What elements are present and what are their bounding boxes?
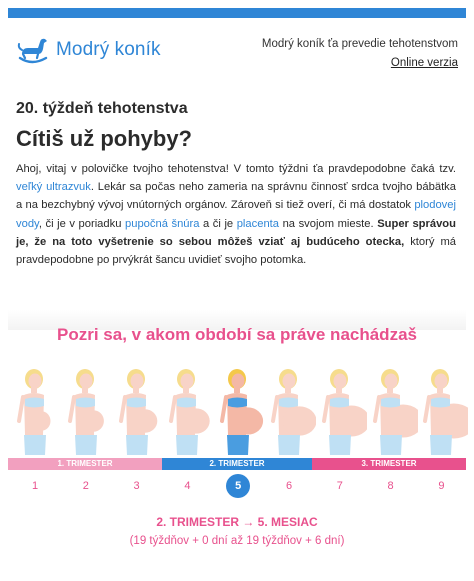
current-period-result: 2. TRIMESTER → 5. MESIAC: [156, 515, 318, 529]
umbilical-cord-link[interactable]: pupočná šnúra: [125, 217, 200, 230]
month-4: 4: [184, 480, 191, 492]
brand-logo[interactable]: [14, 36, 161, 64]
header-tagline: Modrý koník ťa prevedie tehotenstvom: [261, 38, 458, 50]
article-paragraph: [16, 160, 456, 269]
trimester-bar: [8, 458, 466, 470]
pregnancy-figure-month-5: [213, 365, 265, 457]
pregnancy-figure-month-2: [61, 365, 113, 457]
month-1: 1: [31, 480, 39, 492]
brand-name: Modrý koník: [56, 39, 161, 60]
placenta-link[interactable]: placenta: [236, 217, 280, 230]
month-2: 2: [82, 480, 89, 492]
text-segment: Ahoj, vitaj v polovičke tvojho tehotenstva! V tomto týždni ťa pravdepodobne čaká tzv.: [16, 163, 456, 175]
ultrasound-link[interactable]: veľký ultrazvuk: [16, 181, 91, 194]
pregnancy-figure-month-9: [416, 365, 468, 457]
rocking-horse-icon: [14, 36, 50, 64]
article: [16, 100, 456, 269]
pregnancy-figure-month-3: [112, 365, 164, 457]
month-3: 3: [133, 480, 140, 492]
week-label: 20. týždeň tehotenstva: [16, 100, 188, 117]
pregnancy-figure-month-6: [264, 365, 316, 457]
pregnancy-figure-month-8: [366, 365, 418, 457]
pregnancy-figure-month-4: [162, 365, 214, 457]
text-segment: na svojom mieste.: [279, 217, 378, 230]
text-segment: a či je: [199, 217, 237, 230]
text-segment: ktorý má pravdepodobne po prvýkrát šancu uvidieť svojho potomka.: [16, 235, 456, 267]
pregnancy-figure-month-7: [315, 365, 367, 457]
trimester-3: 3. TRIMESTER: [312, 458, 466, 470]
month-7: 7: [336, 480, 343, 492]
text-segment: , či je v poriadku: [38, 217, 125, 230]
pregnancy-figure-month-1: [10, 365, 62, 457]
trimester-2: 2. TRIMESTER: [162, 458, 312, 470]
month-row: [10, 474, 466, 498]
current-period-range: (19 týždňov + 0 dní až 19 týždňov + 6 dní): [129, 535, 345, 547]
month-5: 5: [226, 474, 250, 498]
month-9: 9: [438, 480, 445, 492]
amniotic-fluid-link[interactable]: plodovej vody: [16, 199, 456, 230]
month-8: 8: [387, 480, 394, 492]
trimester-1: 1. TRIMESTER: [8, 458, 162, 470]
article-headline: Cítiš už pohyby?: [16, 126, 192, 151]
email-header: [8, 18, 466, 84]
text-segment: . Lekár sa počas neho zameria na správnu činnosť srdca tvojho bábätka a na bezchybný vývoj vnútorných orgánov. Zároveň si tiež overí, či má dostatok: [16, 181, 456, 212]
period-title: Pozri sa, v akom období sa práve nachádzaš: [57, 325, 417, 344]
top-accent-bar: [8, 8, 466, 18]
online-version-link[interactable]: Online verzia: [390, 57, 458, 69]
bold-highlight: Super správou je, že na toto vyšetrenie so sebou môžeš vziať aj budúceho otecka,: [16, 217, 456, 248]
pregnancy-figures: [10, 365, 466, 457]
month-6: 6: [285, 480, 293, 492]
